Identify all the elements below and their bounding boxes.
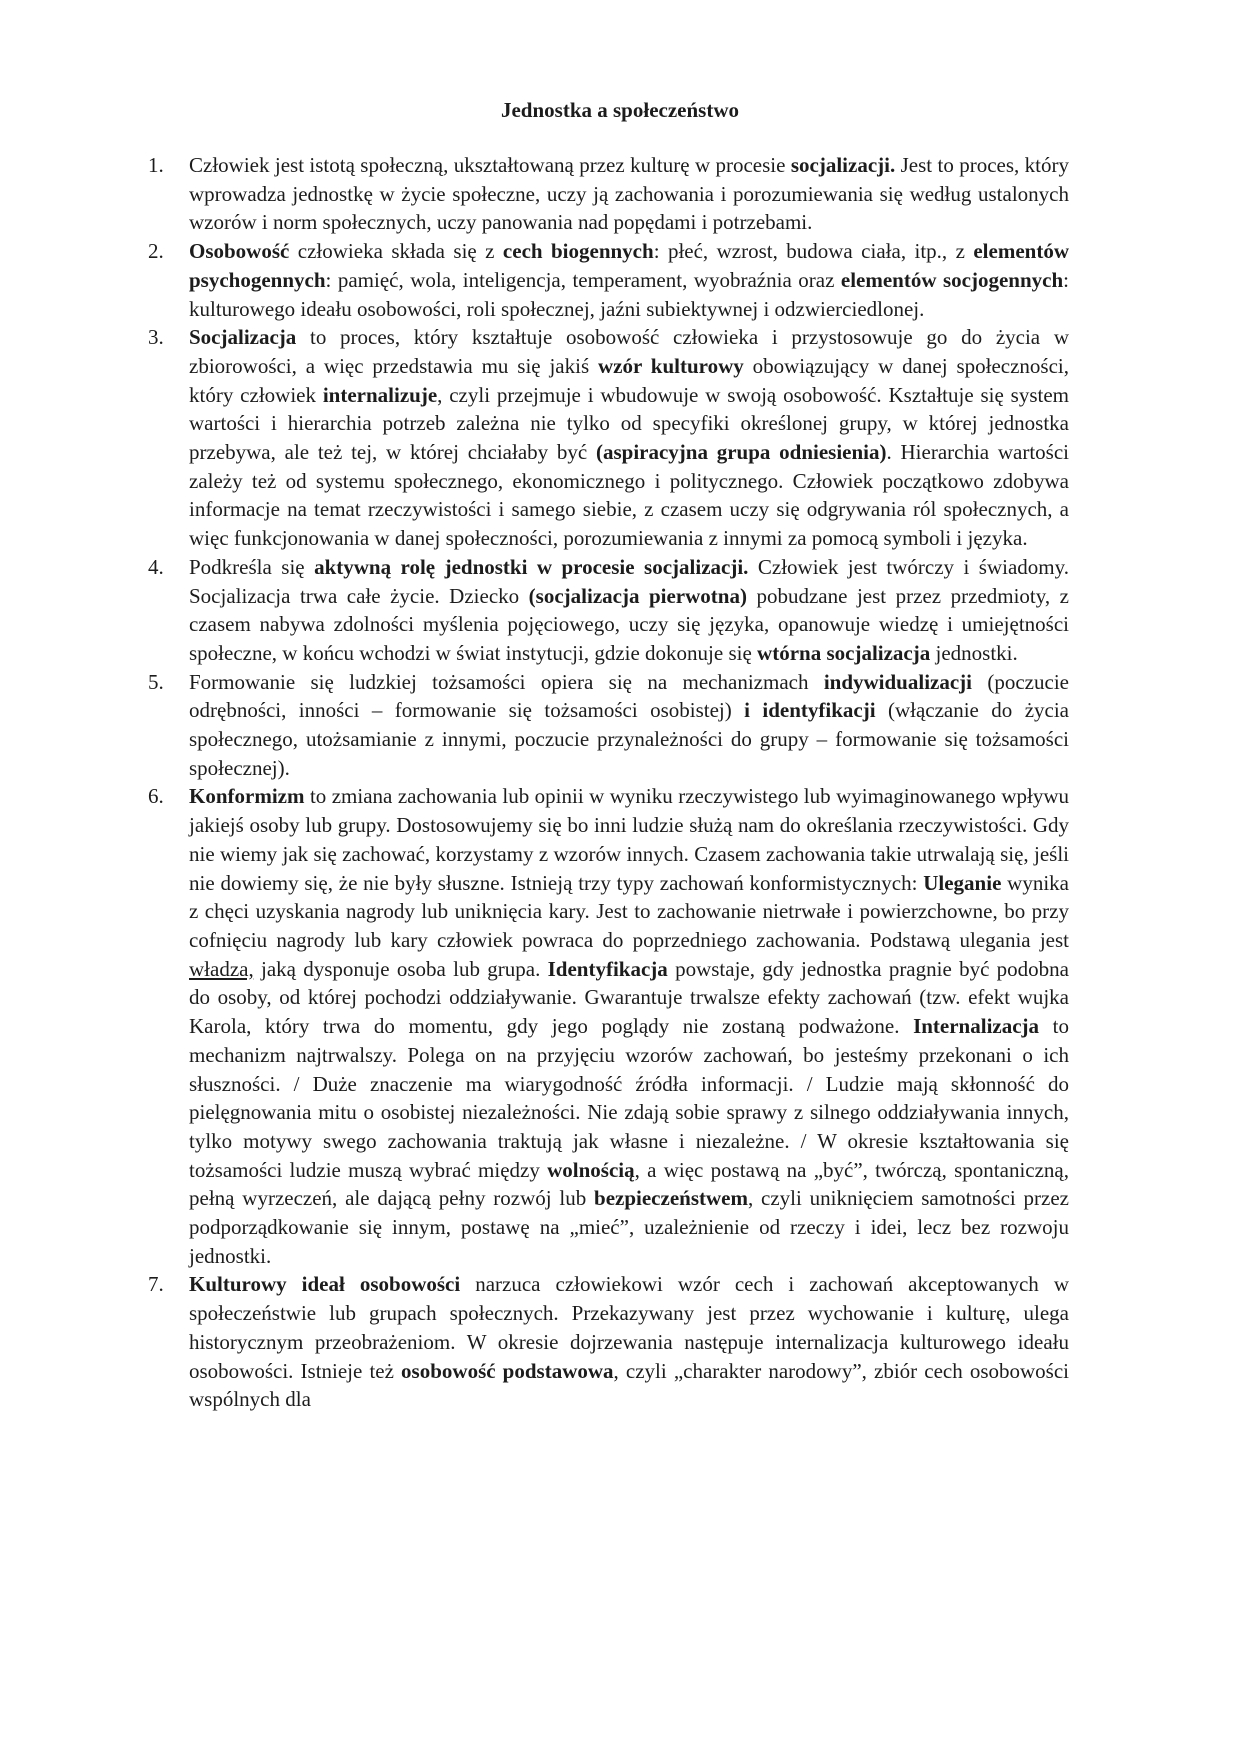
list-item-number: 6. [148, 784, 164, 809]
list-item [148, 668, 1069, 783]
text-segment: (poczucie odrębności, inności – formowanie się tożsamości osobistej) [189, 669, 1069, 723]
list-item-number: 5. [148, 669, 164, 694]
text-segment: , czyli „charakter narodowy”, zbiór cech osobowości wspólnych dla [189, 1358, 1070, 1412]
text-segment: to zmiana zachowania lub opinii w wyniku rzeczywistego lub wyimaginowanego wpływu jakiejś osoby lub grupy. Dostosowujemy się bo inni ludzie służą nam do określania rzeczywistości. Gdy nie wiemy jak się zachować, korzystamy z wzorów innych. Czasem zachowania takie utrwalają się, jeśli nie dowiemy się, że nie były słuszne. Istnieją trzy typy zachowań konformistycznych: [189, 784, 1069, 895]
bold-term: i identyfikacji [744, 698, 876, 723]
text-segment: wynika z chęci uzyskania nagrody lub uniknięcia kary. Jest to zachowanie nietrwałe i powierzchowne, bo przy cofnięciu nagrody lub kary człowiek powraca do poprzedniego zachowania. Podstawą ulegania jest [189, 870, 1069, 952]
text-segment: narzuca człowiekowi wzór cech i zachowań akceptowanych w społeczeństwie lub grupach społecznych. Przekazywany jest przez wychowanie i kulturę, ulega historycznym przeobrażeniom. W okresie dojrzewania następuje internalizacja kulturowego ideału osobowości. Istnieje też [189, 1272, 1069, 1383]
bold-term: Uleganie [923, 870, 1002, 895]
bold-term: cech biogennych [502, 239, 654, 264]
list-item [148, 151, 1069, 237]
list-item [148, 553, 1069, 668]
text-segment: pobudzane jest przez przedmioty, z czasem nabywa zdolności myślenia pojęciowego, uczy się języka, opanowuje wiedzę i umiejętności społeczne, w końcu wchodzi w świat instytucji, gdzie dokonuje się [189, 583, 1069, 665]
bold-term: internalizuje [322, 382, 438, 407]
text-segment: (włączanie do życia społecznego, utożsamianie z innymi, poczucie przynależności do grupy – formowanie się tożsamości społecznej). [189, 698, 1069, 780]
text-segment: : pamięć, wola, inteligencja, temperament, wyobraźnia oraz [325, 267, 841, 292]
text-segment: , czyli przejmuje i wbudowuje w swoją osobowość. Kształtuje się system wartości i hierarchia potrzeb zależna nie tylko od specyfiki określonej grupy, w której jednostka przebywa, ale też tej, w której chciałaby być [189, 382, 1069, 465]
document-title: Jednostka a społeczeństwo [500, 98, 739, 122]
bold-term: Osobowość [189, 239, 290, 264]
list-item [148, 1270, 1069, 1414]
bold-term: elementów psychogennych [189, 239, 1069, 292]
text-segment: . Hierarchia wartości zależy też od systemu społecznego, ekonomicznego i politycznego. Człowiek początkowo zdobywa informacje na temat rzeczywistości i samego siebie, z czasem uczy się odgrywania ról społecznych, a więc funkcjonowania w danej społeczności, porozumiewania z innymi za pomocą symboli i języka. [189, 440, 1070, 551]
bold-term: (socjalizacja pierwotna) [528, 583, 747, 608]
text-segment: Człowiek jest twórczy i świadomy. Socjalizacja trwa całe życie. Dziecko [189, 554, 1070, 608]
text-segment: obowiązujący w danej społeczności, który człowiek [189, 353, 1069, 407]
list-item-number: 3. [148, 325, 164, 350]
text-segment: Formowanie się ludzkiej tożsamości opiera się na mechanizmach [189, 669, 824, 694]
bold-term: elementów socjogennych [840, 267, 1064, 292]
text-segment: jaką dysponuje osoba lub grupa. [253, 956, 548, 981]
text-segment: : kulturowego ideału osobowości, roli społecznej, jaźni subiektywnej i odzwierciedlonej. [189, 267, 1069, 321]
list-item-number: 1. [148, 153, 164, 177]
bold-term: aktywną rolę jednostki w procesie socjalizacji. [314, 554, 749, 579]
bold-term: Kulturowy ideał osobowości [189, 1272, 461, 1297]
bold-term: osobowość podstawowa [401, 1358, 614, 1383]
text-segment: to proces, który kształtuje osobowość człowieka i przystosowuje go do życia w zbiorowości, a więc przedstawia mu się jakiś [189, 325, 1069, 378]
list-item [148, 323, 1069, 553]
list-item-number: 7. [148, 1272, 164, 1297]
bold-term: Identyfikacja [547, 956, 668, 981]
bold-term: wolnością [547, 1157, 635, 1182]
bold-term: Internalizacja [913, 1014, 1040, 1039]
text-segment: Człowiek jest istotą społeczną, ukształtowaną przez kulturę w procesie [189, 153, 791, 177]
bold-term: bezpieczeństwem [594, 1186, 748, 1211]
text-segment: Jest to proces, który wprowadza jednostkę w życie społeczne, uczy ją zachowania i porozumiewania się według ustalonych wzorów i norm społecznych, uczy panowania nad popędami i potrzebami. [189, 153, 1069, 235]
text-segment: , czyli uniknięciem samotności przez podporządkowanie się innym, postawę na „mieć”, uzależnienie od rzeczy i idei, lecz bez rozwoju jednostki. [189, 1186, 1069, 1268]
bold-term: wzór kulturowy [597, 353, 744, 378]
text-segment: człowieka składa się z [289, 239, 503, 264]
list-item [148, 782, 1069, 1270]
text-segment: Podkreśla się [189, 554, 315, 579]
underlined-text: władza, [189, 956, 254, 981]
bold-term: socjalizacji. [790, 153, 896, 177]
text-segment: jednostki. [930, 640, 1018, 665]
text-segment: , a więc postawą na „być”, twórczą, spontaniczną, pełną wyrzeczeń, ale dającą pełny rozwój lub [189, 1157, 1070, 1211]
numbered-list [148, 151, 1069, 1414]
text-segment: : płeć, wzrost, budowa ciała, itp., z [653, 239, 974, 264]
bold-term: indywidualizacji [823, 669, 973, 694]
list-item-number: 4. [148, 554, 164, 579]
text-segment: to mechanizm najtrwalszy. Polega on na przyjęciu wzorów zachowań, bo jesteśmy przekonani o ich słuszności. / Duże znaczenie ma wiarygodność źródła informacji. / Ludzie mają skłonność do pielęgnowania mitu o osobistej niezależności. Nie zdają sobie sprawy z silnego oddziaływania innych, tylko motywy swego zachowania traktują jak własne i niezależne. / W okresie kształtowania się tożsamości ludzie muszą wybrać między [189, 1014, 1069, 1182]
bold-term: wtórna socjalizacja [757, 640, 931, 665]
bold-term: Socjalizacja [189, 325, 297, 350]
bold-term: (aspiracyjna grupa odniesienia) [595, 440, 887, 465]
bold-term: Konformizm [189, 784, 305, 809]
text-segment: powstaje, gdy jednostka pragnie być podobna do osoby, od której pochodzi oddziaływanie. Gwarantuje trwalsze efekty zachowań (tzw. efekt wujka Karola, który trwa do momentu, gdy jego poglądy nie zostaną podważone. [189, 956, 1069, 1039]
list-item-number: 2. [148, 239, 164, 264]
list-item [148, 237, 1069, 323]
